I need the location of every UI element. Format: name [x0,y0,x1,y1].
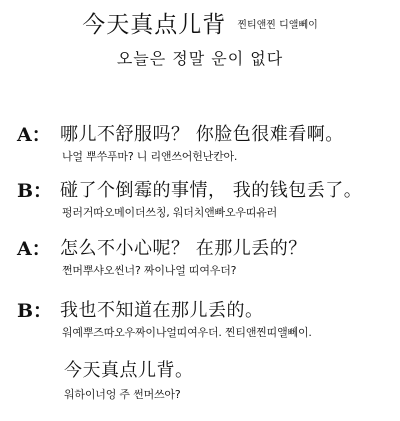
speaker-label: A： [17,238,51,260]
korean-pronunciation: 나얼 뿌쑤푸마? 니 리앤쓰어헌난칸아. [62,150,238,163]
page-title: 今天真点儿背 [82,12,227,38]
closing-korean: 워하이너엉 주 썬머쓰아? [64,388,181,401]
korean-pronunciation: 펑러거따오메이더쓰칭, 워더치앤빠오우띠유러 [62,206,278,219]
speaker-label: B： [17,180,53,202]
page-subtitle: 오늘은 정말 운이 없다 [116,49,284,68]
closing-chinese: 今天真点儿背。 [64,360,194,381]
title-pronunciation: 찐티앤찐 디앨뻬이 [237,20,318,31]
speaker-label: B： [17,300,53,322]
chinese-sentence: 我也不知道在那儿丢的。 [60,300,264,321]
chinese-sentence: 哪儿不舒服吗？ 你脸色很难看啊。 [60,124,344,145]
chinese-sentence: 怎么不小心呢？ 在那儿丢的？ [60,238,307,259]
chinese-sentence: 碰了个倒霉的事情， 我的钱包丢了。 [60,180,363,201]
page-title-row [0,6,400,39]
speaker-label: A： [17,124,51,146]
korean-pronunciation: 쩐머뿌샤오씬너? 짜이나얼 띠여우더? [62,264,237,277]
korean-pronunciation: 워예뿌즈따오우짜이나얼띠여우더. 찐티앤찐띠앨뻬이. [62,326,312,339]
